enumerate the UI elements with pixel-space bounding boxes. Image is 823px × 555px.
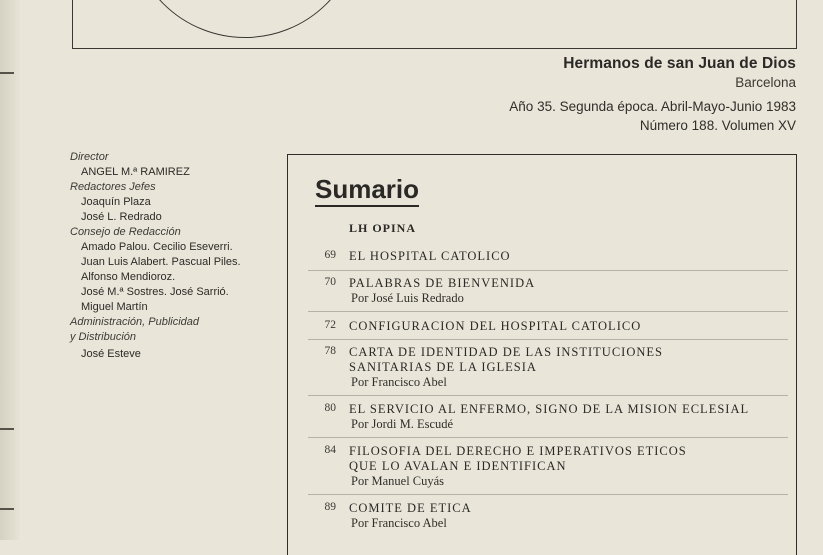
toc-entry[interactable] bbox=[308, 339, 788, 395]
toc-entry-title: CONFIGURACION DEL HOSPITAL CATOLICO bbox=[349, 319, 642, 333]
staff-group bbox=[70, 225, 285, 315]
staff-name: Juan Luis Alabert. Pascual Piles. bbox=[81, 256, 241, 268]
toc-page-number: 78 bbox=[324, 345, 336, 357]
staff-name: José Esteve bbox=[81, 348, 141, 360]
page-binding-edge bbox=[0, 0, 22, 540]
staff-role: Administración, Publicidad y Distribución bbox=[70, 316, 200, 343]
publisher-city: Barcelona bbox=[735, 75, 796, 90]
toc-entry[interactable] bbox=[308, 494, 788, 536]
binding-mark bbox=[0, 72, 14, 74]
table-of-contents-box bbox=[287, 154, 797, 555]
binding-mark bbox=[0, 508, 14, 510]
toc-entry[interactable] bbox=[308, 311, 788, 339]
toc-entry-title: FILOSOFIA DEL DERECHO E IMPERATIVOS ETICOS QUE LO AVALAN E IDENTIFICAN bbox=[349, 444, 687, 473]
toc-entry-author: Por Francisco Abel bbox=[351, 375, 447, 389]
staff-name: Miguel Martín bbox=[81, 301, 148, 313]
toc-entry[interactable] bbox=[308, 395, 788, 437]
toc-entry-title: EL HOSPITAL CATOLICO bbox=[349, 249, 511, 263]
toc-entry-title: CARTA DE IDENTIDAD DE LAS INSTITUCIONES SANITARIAS DE LA IGLESIA bbox=[349, 345, 663, 374]
toc-list bbox=[308, 249, 788, 536]
toc-page-number: 84 bbox=[324, 444, 336, 456]
staff-role: Redactores Jefes bbox=[70, 181, 156, 193]
toc-entry-title: PALABRAS DE BIENVENIDA bbox=[349, 276, 536, 290]
sumario-title: Sumario bbox=[315, 173, 419, 207]
emblem-circle bbox=[129, 0, 361, 38]
toc-entry[interactable] bbox=[308, 270, 788, 311]
staff-role: Consejo de Redacción bbox=[70, 226, 181, 238]
staff-credits bbox=[70, 150, 285, 362]
toc-entry-title: COMITE DE ETICA bbox=[349, 501, 472, 515]
toc-entry[interactable] bbox=[308, 437, 788, 494]
toc-page-number: 70 bbox=[324, 276, 336, 288]
toc-page-number: 69 bbox=[324, 249, 336, 261]
top-illustration-frame bbox=[72, 0, 797, 49]
publisher-name: Hermanos de san Juan de Dios bbox=[563, 55, 796, 72]
staff-name: José L. Redrado bbox=[81, 211, 162, 223]
toc-entry-author: Por Jordi M. Escudé bbox=[351, 417, 454, 431]
staff-group bbox=[70, 315, 285, 362]
toc-entry-author: Por Francisco Abel bbox=[351, 516, 447, 530]
staff-name: Joaquín Plaza bbox=[81, 196, 151, 208]
issue-number-line: Número 188. Volumen XV bbox=[639, 118, 796, 133]
staff-name: José M.ª Sostres. José Sarrió. bbox=[81, 286, 229, 298]
toc-entry[interactable] bbox=[308, 249, 788, 270]
staff-group bbox=[70, 180, 285, 225]
toc-page-number: 72 bbox=[324, 319, 336, 331]
staff-role: Director bbox=[70, 151, 109, 163]
issue-date-line: Año 35. Segunda época. Abril-Mayo-Junio 1983 bbox=[509, 99, 796, 114]
toc-entry-author: Por Manuel Cuyás bbox=[351, 474, 445, 488]
toc-entry-author: Por José Luis Redrado bbox=[351, 291, 464, 305]
toc-entry-title: EL SERVICIO AL ENFERMO, SIGNO DE LA MISION ECLESIAL bbox=[349, 402, 750, 416]
staff-name: ANGEL M.ª RAMIREZ bbox=[81, 166, 190, 178]
section-label: LH OPINA bbox=[349, 221, 417, 235]
staff-name: Alfonso Mendioroz. bbox=[81, 271, 176, 283]
toc-page-number: 80 bbox=[324, 402, 336, 414]
staff-group bbox=[70, 150, 285, 180]
staff-name: Amado Palou. Cecilio Eseverri. bbox=[81, 241, 233, 253]
binding-mark bbox=[0, 428, 14, 430]
toc-page-number: 89 bbox=[324, 501, 336, 513]
